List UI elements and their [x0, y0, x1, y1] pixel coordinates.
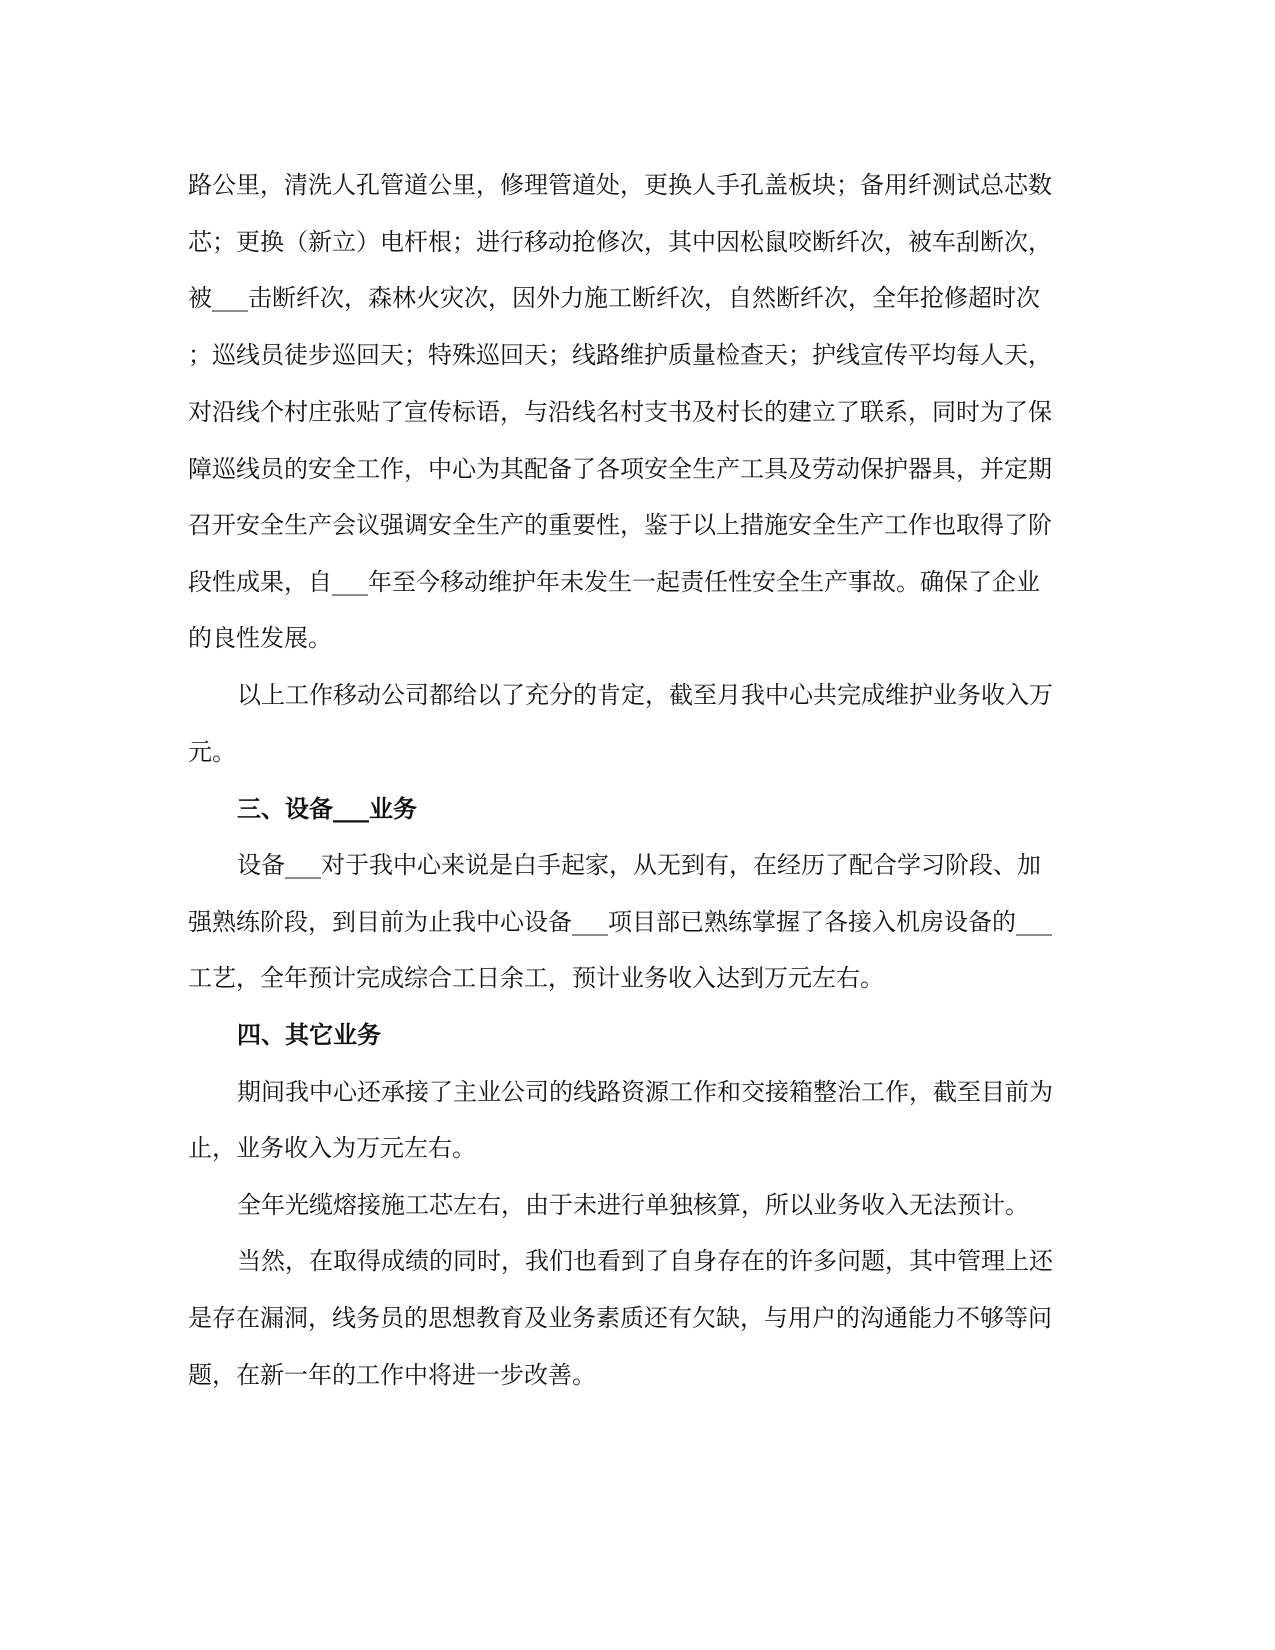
- body-text-line: 芯；更换（新立）电杆根；进行移动抢修次，其中因松鼠咬断纤次，被车刮断次，: [188, 228, 1052, 256]
- body-text-line: ；巡线员徒步巡回天；特殊巡回天；线路维护质量检查天；护线宣传平均每人天，: [188, 341, 1052, 369]
- section-heading: 三、设备___业务: [237, 794, 417, 823]
- section-heading: 四、其它业务: [237, 1020, 381, 1049]
- paragraph-first-line: 当然，在取得成绩的同时，我们也看到了自身存在的许多问题，其中管理上还: [237, 1247, 1053, 1275]
- body-text-line: 障巡线员的安全工作，中心为其配备了各项安全生产工具及劳动保护器具，并定期: [188, 455, 1052, 483]
- body-text-line: 被___击断纤次，森林火灾次，因外力施工断纤次，自然断纤次，全年抢修超时次: [188, 284, 1040, 312]
- paragraph-first-line: 期间我中心还承接了主业公司的线路资源工作和交接箱整治工作，截至目前为: [237, 1078, 1053, 1106]
- body-text-line: 元。: [188, 738, 236, 766]
- body-text-line: 是存在漏洞，线务员的思想教育及业务素质还有欠缺，与用户的沟通能力不够等问: [188, 1304, 1052, 1332]
- body-text-line: 的良性发展。: [188, 624, 332, 652]
- body-text-line: 强熟练阶段，到目前为止我中心设备___项目部已熟练掌握了各接入机房设备的___: [188, 908, 1052, 936]
- body-text-line: 路公里，清洗人孔管道公里，修理管道处，更换人手孔盖板块；备用纤测试总芯数: [188, 171, 1052, 199]
- body-text-line: 工艺，全年预计完成综合工日余工，预计业务收入达到万元左右。: [188, 964, 884, 992]
- paragraph-first-line: 设备___对于我中心来说是白手起家，从无到有，在经历了配合学习阶段、加: [237, 851, 1041, 879]
- body-text-line: 段性成果，自___年至今移动维护年未发生一起责任性安全生产事故。确保了企业: [188, 568, 1040, 596]
- paragraph-first-line: 以上工作移动公司都给以了充分的肯定，截至月我中心共完成维护业务收入万: [237, 681, 1053, 709]
- body-text-line: 题，在新一年的工作中将进一步改善。: [188, 1361, 596, 1389]
- body-text-line: 止，业务收入为万元左右。: [188, 1134, 476, 1162]
- body-text-line: 召开安全生产会议强调安全生产的重要性，鉴于以上措施安全生产工作也取得了阶: [188, 511, 1052, 539]
- body-text-line: 对沿线个村庄张贴了宣传标语，与沿线名村支书及村长的建立了联系，同时为了保: [188, 398, 1052, 426]
- paragraph-first-line: 全年光缆熔接施工芯左右，由于未进行单独核算，所以业务收入无法预计。: [237, 1191, 1029, 1219]
